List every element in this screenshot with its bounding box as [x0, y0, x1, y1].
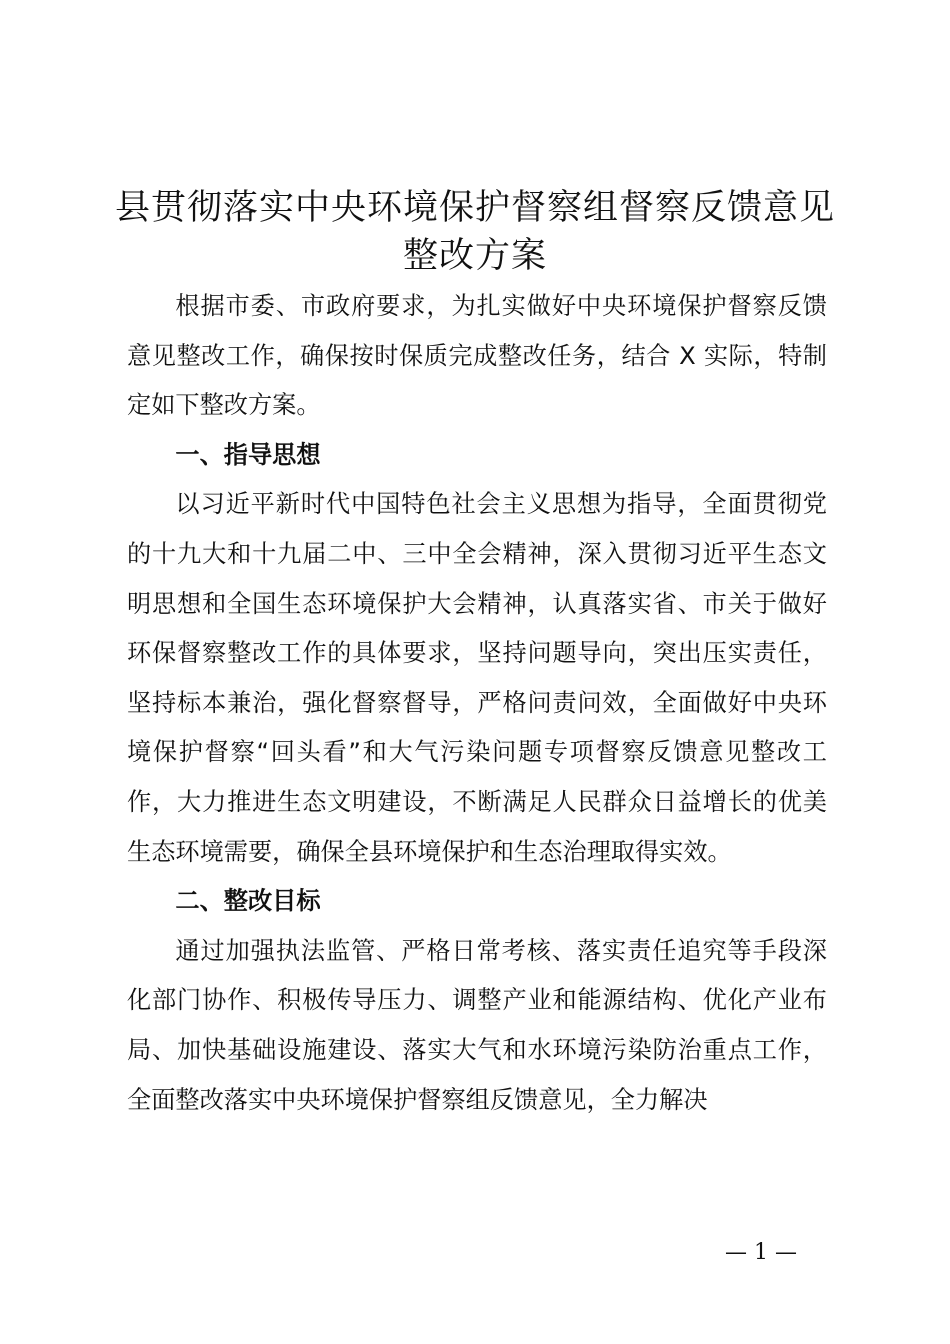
- intro-paragraph: 根据市委、市政府要求，为扎实做好中央环境保护督察反馈意见整改工作，确保按时保质完成整改任务，结合 X 实际，特制定如下整改方案。: [127, 292, 827, 420]
- section-paragraph-rectification-goals: 通过加强执法监管、严格日常考核、落实责任追究等手段深化部门协作、积极传导压力、调整产业和能源结构、优化产业布局、加快基础设施建设、落实大气和水环境污染防治重点工作，全面整改落实中央环境保护督察组反馈意见，全力解决: [127, 936, 827, 1114]
- section-paragraph-guiding-ideology: 以习近平新时代中国特色社会主义思想为指导，全面贯彻党的十九大和十九届二中、三中全会精神，深入贯彻习近平生态文明思想和全国生态环境保护大会精神，认真落实省、市关于做好环保督察整改工作的具体要求，坚持问题导向，突出压实责任，坚持标本兼治，强化督察督导，严格问责问效，全面做好中央环境保护督察“回头看”和大气污染问题专项督察反馈意见整改工作，大力推进生态文明建设，不断满足人民群众日益增长的优美生态环境需要，确保全县环境保护和生态治理取得实效。: [127, 490, 827, 866]
- section-heading-rectification-goals: 二、整改目标: [175, 887, 321, 916]
- section-heading-guiding-ideology: 一、指导思想: [175, 440, 321, 469]
- document-title-line2: 整改方案: [402, 236, 547, 276]
- page-number: — 1 —: [725, 1240, 797, 1265]
- document-body: [127, 282, 827, 1125]
- document-title-line1: 县贯彻落实中央环境保护督察组督察反馈意见: [114, 188, 835, 228]
